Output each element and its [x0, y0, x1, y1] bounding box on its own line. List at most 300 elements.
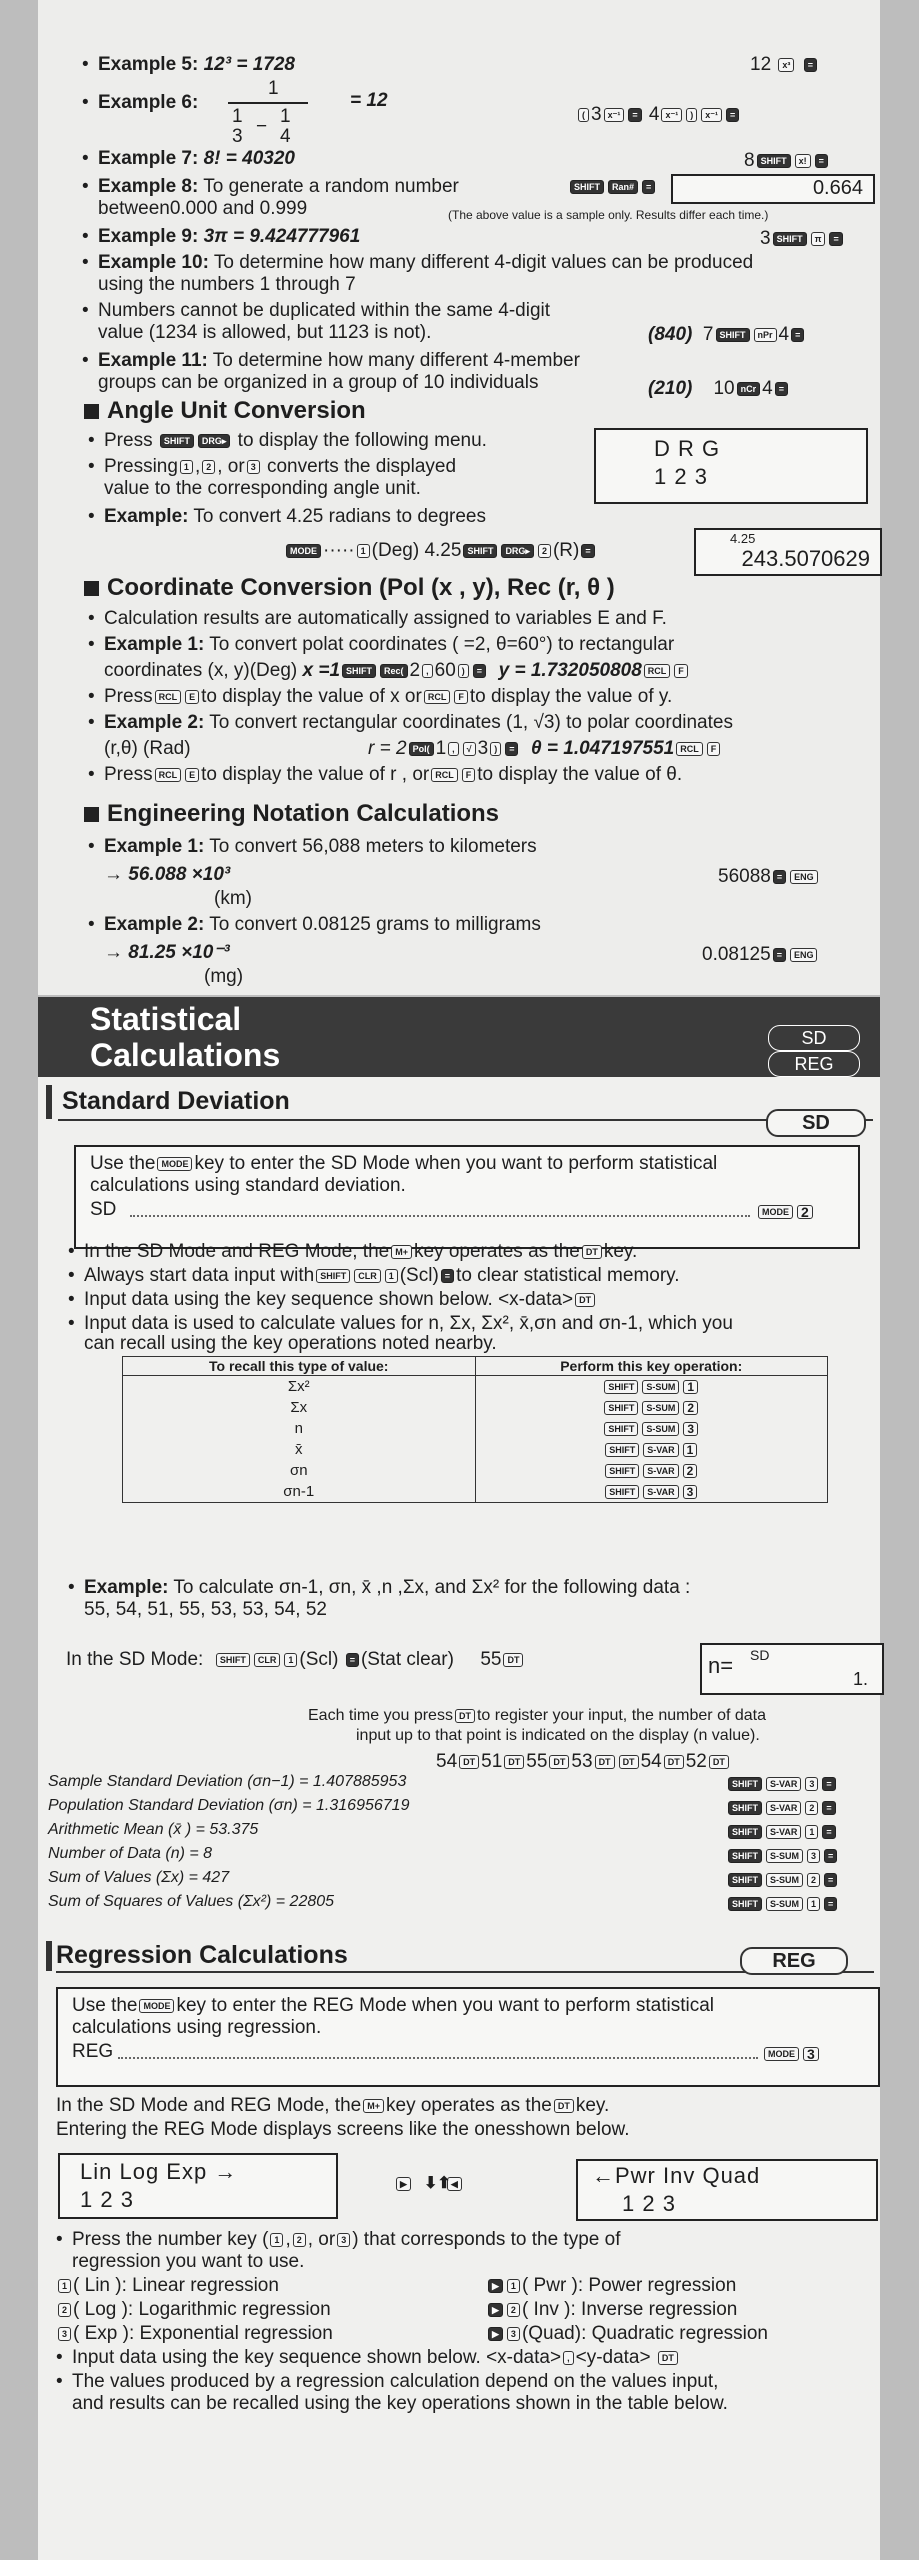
- result-keys: [726, 1775, 838, 1793]
- recall-symbol: Σx: [123, 1397, 476, 1418]
- example-5-expr: 12³ = 1728: [203, 54, 295, 75]
- updown-arrows-icon: ⬇⬆: [424, 2175, 451, 2192]
- text: 60: [434, 660, 456, 681]
- text: Input data using the key sequence shown below. <x-data>: [84, 1289, 574, 1310]
- result-label: Sample Standard Deviation (σn−1) = 1.407885953: [48, 1773, 407, 1790]
- text: to display the value of x or: [201, 686, 422, 707]
- key-shift: SHIFT: [605, 1464, 639, 1478]
- display-n: n=: [708, 1653, 734, 1678]
- key-f: F: [707, 742, 721, 756]
- text: 0.08125: [702, 944, 771, 965]
- text: 56088: [718, 866, 771, 887]
- display-value: 1.: [852, 1669, 868, 1689]
- result-keys: [726, 1823, 838, 1841]
- key-dt: DT: [595, 1755, 615, 1769]
- key-shift: SHIFT: [716, 328, 750, 342]
- key-equals: =: [773, 870, 786, 884]
- square-bullet-icon: [84, 404, 99, 419]
- key-close-paren: ): [458, 664, 469, 678]
- angle-bullet-2-cont: value to the corresponding angle unit.: [104, 478, 421, 499]
- regression-type-label: ( Lin ): Linear regression: [73, 2275, 279, 2296]
- table-header-1: To recall this type of value:: [123, 1357, 476, 1376]
- key-number: 3: [507, 2327, 520, 2341]
- key-1: 1: [284, 1653, 297, 1667]
- key-drg: DRG▸: [198, 434, 231, 448]
- regression-type-item: [486, 2275, 736, 2297]
- text: Example 2:: [104, 712, 205, 733]
- regression-type-label: ( Pwr ): Power regression: [521, 2275, 737, 2296]
- key-factorial: x!: [795, 154, 811, 168]
- key-equals: =: [505, 742, 518, 756]
- key-dt: DT: [575, 1293, 595, 1307]
- example-8-note: (The above value is a sample only. Results differ each time.): [448, 208, 769, 222]
- key-shift: SHIFT: [728, 1873, 762, 1887]
- key-number: 1: [683, 1380, 698, 1394]
- key-stat: S-SUM: [642, 1401, 679, 1415]
- text: (Scl): [299, 1649, 339, 1670]
- reg-para-2: Entering the REG Mode displays screens like the onesshown below.: [56, 2119, 630, 2140]
- sd-bullet-4-cont: can recall using the key operations noted nearby.: [84, 1333, 497, 1354]
- coord-title-text: Coordinate Conversion (Pol (x , y), Rec (r, θ ): [107, 574, 615, 601]
- key-eng: ENG: [790, 948, 818, 962]
- example-11-text: To determine how many different 4-member: [212, 350, 580, 371]
- angle-example-seq: [284, 540, 597, 562]
- key-comma: ,: [448, 742, 459, 756]
- reg-lcd-screen-1: [58, 2153, 338, 2219]
- text: to register your input, the number of data: [476, 1707, 767, 1724]
- text: <y-data>: [575, 2347, 651, 2368]
- coord-example-2-line2: (r,θ) (Rad): [104, 738, 191, 759]
- data-value: 54: [436, 1751, 458, 1772]
- key-2: 2: [797, 1205, 813, 1219]
- manual-page-statistics: [38, 997, 880, 2560]
- example-10-result: (840): [648, 324, 693, 345]
- key-shift: SHIFT: [728, 1849, 762, 1863]
- example-11-label: Example 11:: [98, 350, 208, 371]
- result-label: Sum of Squares of Values (Σx²) = 22805: [48, 1893, 335, 1910]
- key-equals: =: [829, 232, 842, 246]
- table-row: [123, 1439, 828, 1460]
- text: r = 2: [368, 738, 407, 759]
- text: to display the value of y.: [469, 686, 673, 707]
- reg-heading-bar: [46, 1941, 52, 1971]
- text: Example 2:: [104, 914, 205, 935]
- example-8: [98, 176, 459, 198]
- sd-mode-box: [74, 1145, 860, 1249]
- reg-lcd-screen-2: [576, 2159, 878, 2221]
- keys-digits: 8: [744, 150, 755, 171]
- text: Use the: [90, 1153, 156, 1174]
- table-row: [123, 1481, 828, 1503]
- regression-type-item: [56, 2275, 279, 2297]
- sd-bullet-1: [84, 1241, 637, 1263]
- key-stat: S-VAR: [643, 1464, 678, 1478]
- key-shift: SHIFT: [605, 1485, 639, 1499]
- data-value: 55: [526, 1751, 548, 1772]
- key-dt: DT: [455, 1709, 475, 1723]
- display-value: 243.5070629: [741, 546, 870, 571]
- key-equals: =: [804, 58, 817, 72]
- recall-keys: [475, 1418, 828, 1439]
- key-3: 3: [803, 2047, 819, 2061]
- fraction-d2: 1: [280, 106, 291, 127]
- key-equals: =: [791, 328, 804, 342]
- key-shift: SHIFT: [728, 1801, 762, 1815]
- text: In the SD Mode and REG Mode, the: [84, 1241, 390, 1262]
- recall-keys: [475, 1397, 828, 1418]
- text: Press the number key (: [72, 2229, 269, 2250]
- key-number: 1: [507, 2279, 520, 2293]
- sd-tag: SD: [766, 1109, 866, 1137]
- reg-box-line3: REG: [72, 2041, 114, 2062]
- key-dt: DT: [504, 1755, 524, 1769]
- fraction-d1: 1: [232, 106, 243, 127]
- key-open-paren: (: [578, 108, 589, 122]
- display-top: 4.25: [730, 531, 756, 546]
- fraction-minus: −: [256, 116, 268, 137]
- key-shift: SHIFT: [728, 1777, 762, 1791]
- key-shift: SHIFT: [160, 434, 194, 448]
- reg-mode-box: [56, 1987, 880, 2087]
- lcd-top: Lin Log Exp →: [80, 2159, 238, 2184]
- key-rcl: RCL: [644, 664, 671, 678]
- text: Input data using the key sequence shown below. <x-data>: [72, 2347, 562, 2368]
- key-close-paren: ): [490, 742, 501, 756]
- text: converts the displayed: [266, 456, 457, 477]
- key-right-arrow: ▶: [488, 2303, 503, 2317]
- text: To convert 56,088 meters to kilometers: [209, 836, 537, 857]
- sd-n-display: [700, 1643, 884, 1695]
- key-stat: S-VAR: [766, 1801, 801, 1815]
- key-close-paren: ): [686, 108, 697, 122]
- example-6-fraction: [228, 78, 348, 147]
- angle-section-title: [84, 397, 366, 425]
- text: coordinates (x, y)(Deg): [104, 660, 298, 681]
- reg-title: Regression Calculations: [56, 1941, 348, 1969]
- key-m-plus: M+: [391, 1245, 412, 1259]
- fraction-numerator: 1: [268, 78, 279, 99]
- manual-page-functions: [38, 0, 880, 995]
- example-8-display: [671, 174, 875, 204]
- key-stat: S-SUM: [642, 1422, 679, 1436]
- eng-title-text: Engineering Notation Calculations: [107, 800, 500, 827]
- key-e: E: [185, 768, 199, 782]
- table-header-2: Perform this key operation:: [475, 1357, 828, 1376]
- eng-example-1: [104, 836, 537, 858]
- example-9: [98, 226, 360, 248]
- key-number: 2: [807, 1873, 820, 1887]
- example-8-label: Example 8:: [98, 176, 199, 197]
- fraction-d1b: 3: [232, 126, 243, 147]
- key-x-cube: x³: [778, 58, 794, 72]
- reg-box-line1: [72, 1995, 714, 2017]
- key-npr: nPr: [754, 328, 777, 342]
- angle-menu-display: [594, 428, 868, 504]
- example-5: [98, 54, 295, 76]
- keys-digits: 3: [760, 228, 771, 249]
- text: Press: [104, 764, 153, 785]
- key-shift: SHIFT: [728, 1825, 762, 1839]
- sd-heading-bar: [46, 1085, 52, 1119]
- key-stat: S-VAR: [766, 1825, 801, 1839]
- key-shift: SHIFT: [757, 154, 791, 168]
- coord-example-1: [104, 634, 674, 656]
- text: ·····: [323, 540, 355, 561]
- text: In the SD Mode:: [66, 1649, 204, 1670]
- recall-symbol: σn: [123, 1460, 476, 1481]
- key-shift: SHIFT: [728, 1897, 762, 1911]
- angle-bullet-1: [104, 430, 487, 452]
- coord-bullet-3: [104, 764, 682, 786]
- key-right-arrow: ▶: [396, 2177, 411, 2191]
- key-rcl: RCL: [676, 742, 703, 756]
- text: key operates as the: [386, 2095, 552, 2116]
- example-8-text2: between0.000 and 0.999: [98, 198, 308, 219]
- key-equals: =: [775, 382, 788, 396]
- key-stat: S-SUM: [766, 1849, 803, 1863]
- text: Example:: [84, 1577, 169, 1598]
- key-shift: SHIFT: [342, 664, 376, 678]
- key-stat: S-VAR: [643, 1485, 678, 1499]
- key-shift: SHIFT: [463, 544, 497, 558]
- text: Press: [104, 430, 153, 451]
- example-7-expr: 8! = 40320: [203, 148, 295, 169]
- key-dt: DT: [709, 1755, 729, 1769]
- example-7: [98, 148, 295, 170]
- key-dt: DT: [503, 1653, 523, 1667]
- reg-tag: REG: [740, 1947, 848, 1975]
- key-shift: SHIFT: [773, 232, 807, 246]
- key-number: 1: [58, 2279, 71, 2293]
- key-equals: =: [822, 1825, 835, 1839]
- regression-type-label: ( Log ): Logarithmic regression: [73, 2299, 331, 2320]
- data-value: 53: [571, 1751, 593, 1772]
- keys-digits: 10: [713, 378, 735, 399]
- key-stat: S-VAR: [643, 1443, 678, 1457]
- example-10-note2: value (1234 is allowed, but 1123 is not).: [98, 322, 432, 343]
- key-equals: =: [581, 544, 594, 558]
- key-f: F: [462, 768, 476, 782]
- angle-title-text: Angle Unit Conversion: [107, 397, 366, 424]
- angle-bullet-2: • Pressing 1 , 2 , or 3 converts the displayed: [104, 456, 456, 478]
- reg-bullet-2: [72, 2347, 680, 2369]
- text: To convert 4.25 radians to degrees: [193, 506, 486, 527]
- example-6: [98, 92, 198, 114]
- reg-bullet-1-cont: regression you want to use.: [72, 2251, 305, 2272]
- eng-example-2: [104, 914, 541, 936]
- text: 55: [480, 1649, 502, 1670]
- text: To calculate σn-1, σn, x̄ ,n ,Σx, and Σx² for the following data :: [173, 1577, 691, 1598]
- key-shift: SHIFT: [216, 1653, 250, 1667]
- coord-example-2-seq: [368, 738, 722, 760]
- key-1: 1: [385, 1269, 398, 1283]
- text: (Scl): [399, 1265, 439, 1286]
- keys-digits: 4: [762, 378, 773, 399]
- example-8-keys: [568, 178, 657, 196]
- coord-bullet-1: • Calculation results are automatically assigned to variables E and F.: [104, 608, 667, 630]
- statistical-header-band: [38, 997, 880, 1077]
- sd-box-keys: [756, 1203, 815, 1221]
- key-rcl: RCL: [155, 690, 182, 704]
- example-6-keys: ( 3 x⁻¹ = 4 x⁻¹ ) x⁻¹ =: [576, 104, 741, 126]
- reg-box-keys: [762, 2045, 821, 2063]
- data-entry-sequence: [436, 1751, 731, 1773]
- key-shift: SHIFT: [605, 1443, 639, 1457]
- sd-example-data: 55, 54, 51, 55, 53, 53, 54, 52: [84, 1599, 327, 1620]
- key-shift: SHIFT: [604, 1422, 638, 1436]
- text: key operates as the: [414, 1241, 580, 1262]
- recall-keys: [475, 1376, 828, 1398]
- each-press-line2: input up to that point is indicated on the display (n value).: [356, 1727, 760, 1744]
- key-equals: =: [822, 1777, 835, 1791]
- eng-example-2-unit: (mg): [204, 966, 244, 987]
- result-label: Arithmetic Mean (x̄ ) = 53.375: [48, 1821, 259, 1838]
- text: Example 1:: [104, 634, 205, 655]
- key-comma: ,: [563, 2351, 574, 2365]
- result-keys: [726, 1871, 839, 1889]
- fraction-d2b: 4: [280, 126, 291, 147]
- key-equals: =: [773, 948, 786, 962]
- sd-title: Standard Deviation: [62, 1087, 290, 1115]
- key-stat: S-SUM: [766, 1873, 803, 1887]
- key-shift: SHIFT: [570, 180, 604, 194]
- key-2: 2: [293, 2233, 306, 2247]
- example-11-text2: groups can be organized in a group of 10 individuals: [98, 372, 539, 393]
- result-keys: [726, 1847, 839, 1865]
- eng-example-2-result: → 81.25 ×10⁻³: [104, 942, 230, 963]
- text: In the SD Mode and REG Mode, the: [56, 2095, 362, 2116]
- text: Example 1:: [104, 836, 205, 857]
- coord-example-1-line2: [104, 660, 690, 682]
- square-bullet-icon: [84, 581, 99, 596]
- display-mode: SD: [750, 1647, 770, 1663]
- key-equals: =: [642, 180, 655, 194]
- text: to display the following menu.: [237, 430, 487, 451]
- key-number: 3: [58, 2327, 71, 2341]
- example-6-result: = 12: [350, 90, 388, 111]
- key-pol: Pol(: [409, 742, 434, 756]
- example-10: [98, 252, 753, 274]
- example-10-text: To determine how many different 4-digit values can be produced: [213, 252, 754, 273]
- eng-example-1-keys: [718, 866, 820, 888]
- table-row: [123, 1418, 828, 1439]
- text: Use the: [72, 1995, 138, 2016]
- key-mode: MODE: [764, 2047, 799, 2061]
- key-left-arrow: ◀: [447, 2177, 462, 2191]
- text: Pressing: [104, 456, 178, 477]
- angle-result-display: [694, 528, 882, 576]
- key-2: 2: [202, 460, 215, 474]
- example-5-label: Example 5:: [98, 54, 199, 75]
- result-label: Number of Data (n) = 8: [48, 1845, 213, 1862]
- text: y = 1.732050808: [498, 660, 642, 681]
- key-drg: DRG▸: [501, 544, 534, 558]
- table-row: [123, 1376, 828, 1398]
- sd-mode-sequence: [66, 1649, 525, 1671]
- text: Press: [104, 686, 153, 707]
- regression-type-label: (Quad): Quadratic regression: [521, 2323, 768, 2344]
- key-dt: DT: [619, 1755, 639, 1769]
- text: , or: [307, 2229, 336, 2250]
- key-ncr: nCr: [737, 382, 761, 396]
- key-equals: =: [441, 1269, 454, 1283]
- key-pi: π: [811, 232, 826, 246]
- key-stat: S-SUM: [642, 1380, 679, 1394]
- example-6-label: Example 6:: [98, 92, 199, 113]
- text: 1: [435, 738, 447, 759]
- regression-type-item: [56, 2323, 333, 2345]
- key-stat: S-SUM: [766, 1897, 803, 1911]
- text: Example:: [104, 506, 189, 527]
- example-10-text2: using the numbers 1 through 7: [98, 274, 356, 295]
- recall-symbol: n: [123, 1418, 476, 1439]
- recall-symbol: Σx²: [123, 1376, 476, 1398]
- keys-digits: 7: [702, 324, 714, 345]
- regression-type-label: ( Inv ): Inverse regression: [521, 2299, 738, 2320]
- key-number: 2: [805, 1801, 818, 1815]
- text: Each time you press: [308, 1707, 453, 1724]
- text: 3: [477, 738, 489, 759]
- text: To convert polat coordinates ( =2, θ=60°) to rectangular: [209, 634, 675, 655]
- key-number: 3: [683, 1485, 698, 1499]
- key-stat: S-VAR: [766, 1777, 801, 1791]
- key-rcl: RCL: [424, 690, 451, 704]
- text: To convert 0.08125 grams to milligrams: [209, 914, 541, 935]
- key-mode: MODE: [758, 1205, 793, 1219]
- reg-bullet-3: • The values produced by a regression calculation depend on the values input,: [72, 2371, 718, 2393]
- result-label: Population Standard Deviation (σn) = 1.316956719: [48, 1797, 410, 1814]
- text: to display the value of r , or: [201, 764, 430, 785]
- text: , or: [217, 456, 245, 477]
- key-2: 2: [538, 544, 551, 558]
- coord-bullet-2: [104, 686, 672, 708]
- key-dt: DT: [664, 1755, 684, 1769]
- eng-section-title: [84, 800, 499, 828]
- text: Always start data input with: [84, 1265, 315, 1286]
- example-8-text: To generate a random number: [203, 176, 459, 197]
- key-shift: SHIFT: [604, 1401, 638, 1415]
- key-equals: =: [824, 1873, 837, 1887]
- dotted-leader: [130, 1215, 750, 1217]
- example-7-keys: [744, 150, 830, 172]
- example-11-result: (210): [648, 378, 693, 399]
- key-mode: MODE: [139, 1999, 174, 2013]
- key-equals: =: [815, 154, 828, 168]
- tag-sd: SD: [768, 1025, 860, 1051]
- tag-reg: REG: [768, 1051, 860, 1077]
- key-rec: Rec(: [380, 664, 408, 678]
- key-number: 1: [807, 1897, 820, 1911]
- text: (Stat clear): [360, 1649, 454, 1670]
- key-1: 1: [357, 544, 370, 558]
- key-number: 1: [805, 1825, 818, 1839]
- key-number: 2: [683, 1401, 698, 1415]
- menu-bottom: 1 2 3: [654, 464, 708, 489]
- coord-example-2: [104, 712, 733, 734]
- key-equals: =: [824, 1897, 837, 1911]
- each-press-line1: [308, 1707, 766, 1725]
- key-1: 1: [270, 2233, 283, 2247]
- key-number: 2: [507, 2303, 520, 2317]
- key-dt: DT: [658, 2351, 678, 2365]
- square-bullet-icon: [84, 807, 99, 822]
- example-11-keys: [648, 378, 790, 400]
- sd-box-line1: [90, 1153, 717, 1175]
- key-m-plus: M+: [363, 2099, 384, 2113]
- dotted-leader: [118, 2057, 758, 2059]
- keys-digits: 12: [750, 54, 772, 75]
- key-number: 3: [805, 1777, 818, 1791]
